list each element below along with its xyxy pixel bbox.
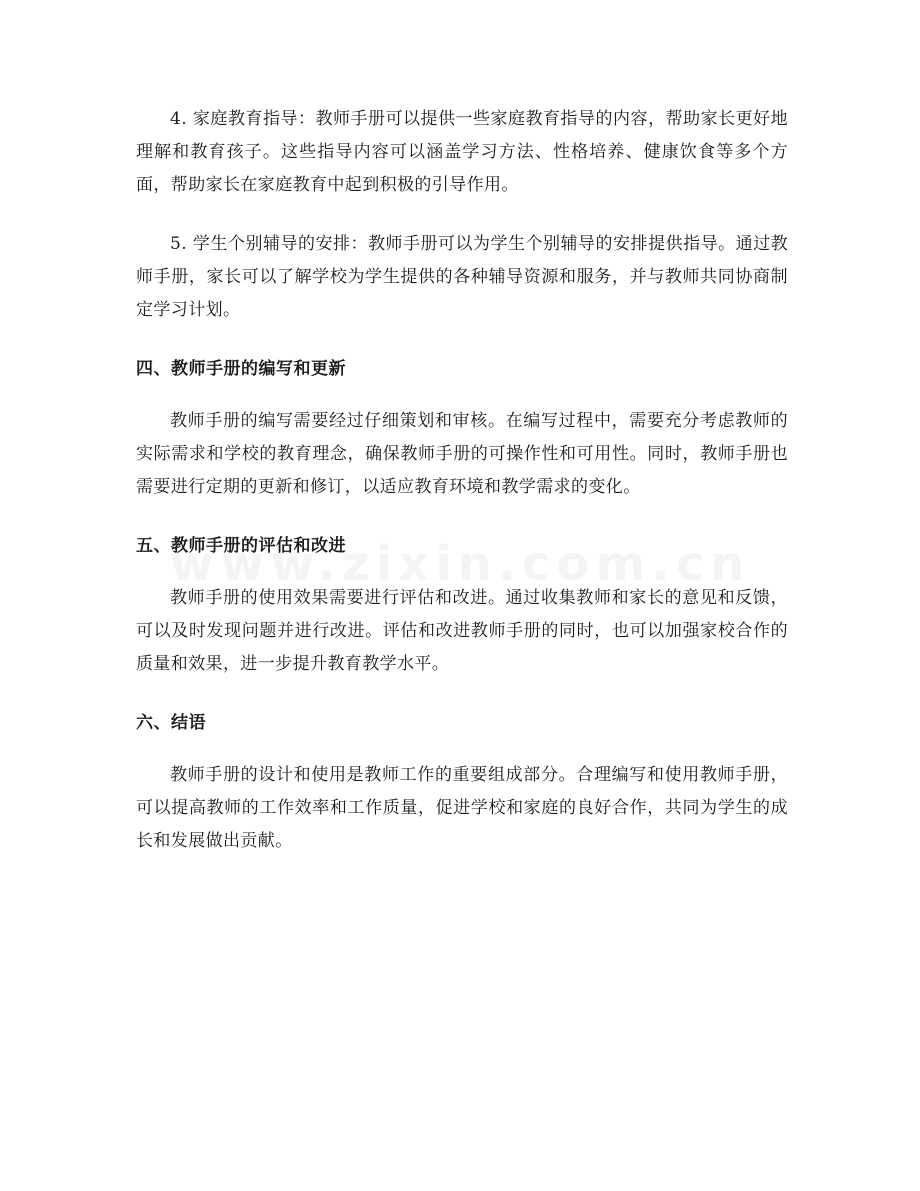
paragraph-individual-tutoring: 5. 学生个别辅导的安排：教师手册可以为学生个别辅导的安排提供指导。通过教师手册，家长可以了解学校为学生提供的各种辅导资源和服务，并与教师共同协商制定学习计划。 [136,234,788,320]
heading-conclusion: 六、结语 [136,713,206,733]
heading-evaluation-and-improvement: 五、教师手册的评估和改进 [136,536,346,556]
paragraph-family-education-guidance: 4. 家庭教育指导：教师手册可以提供一些家庭教育指导的内容，帮助家长更好地理解和教育孩子。这些指导内容可以涵盖学习方法、性格培养、健康饮食等多个方面，帮助家长在家庭教育中起到积极的引导作用。 [136,109,788,195]
heading-writing-and-updating: 四、教师手册的编写和更新 [136,359,346,379]
paragraph-evaluation-and-improvement: 教师手册的使用效果需要进行评估和改进。通过收集教师和家长的意见和反馈，可以及时发现问题并进行改进。评估和改进教师手册的同时，也可以加强家校合作的质量和效果，进一步提升教育教学水平。 [136,588,788,674]
document-body [136,103,788,884]
paragraph-writing-and-updating: 教师手册的编写需要经过仔细策划和审核。在编写过程中，需要充分考虑教师的实际需求和学校的教育理念，确保教师手册的可操作性和可用性。同时，教师手册也需要进行定期的更新和修订，以适应教育环境和教学需求的变化。 [136,411,788,497]
paragraph-conclusion: 教师手册的设计和使用是教师工作的重要组成部分。合理编写和使用教师手册，可以提高教师的工作效率和工作质量，促进学校和家庭的良好合作，共同为学生的成长和发展做出贡献。 [136,765,788,851]
